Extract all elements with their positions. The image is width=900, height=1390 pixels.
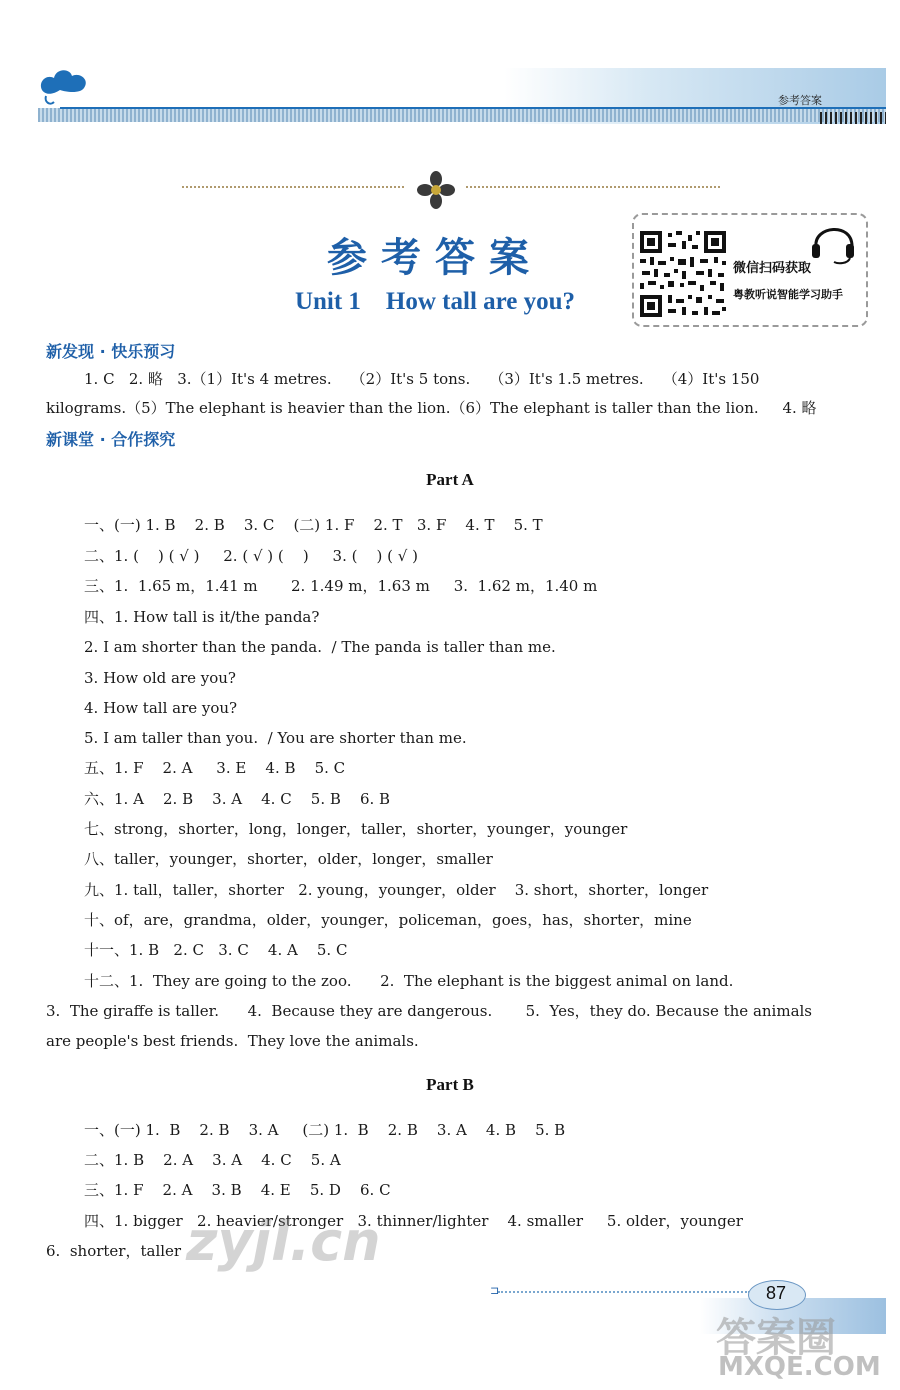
part-b-heading: Part B: [426, 1075, 474, 1094]
flower-ornament-icon: [416, 170, 456, 210]
part-a-line: 十一、1. B 2. C 3. C 4. A 5. C: [84, 941, 348, 959]
preview-line-1: 1. C 2. 略 3.（1）It's 4 metres. （2）It's 5 tons. （3）It's 1.5 metres. （4）It's 150: [84, 370, 760, 388]
preview-line-2: kilograms.（5）The elephant is heavier than the lion.（6）The elephant is taller than the lion. 4. 略: [46, 399, 817, 417]
part-a-line: 八、taller，younger，shorter，older，longer，smaller: [84, 850, 493, 868]
part-b-line: 三、1. F 2. A 3. B 4. E 5. D 6. C: [84, 1181, 391, 1199]
qr-code-icon[interactable]: [638, 229, 728, 319]
ornament-dots-left: [182, 186, 404, 188]
part-a-line: are people's best friends. They love the animals.: [46, 1032, 419, 1050]
part-a-line: 十二、1. They are going to the zoo. 2. The elephant is the biggest animal on land.: [84, 972, 734, 990]
unit-title: Unit 1 How tall are you?: [294, 288, 576, 315]
header-barcode-decoration: [820, 112, 886, 124]
part-a-line: 九、1. tall，taller，shorter 2. young，younger，older 3. short，shorter，longer: [84, 881, 709, 899]
header-label: 参考答案: [778, 94, 822, 107]
part-a-line: 三、1. 1.65 m，1.41 m 2. 1.49 m，1.63 m 3. 1.62 m，1.40 m: [84, 577, 598, 595]
qr-caption-assistant: 粤教听说智能学习助手: [733, 288, 843, 301]
footer-mark-icon: ⊐: [490, 1284, 500, 1297]
part-b-line: 二、1. B 2. A 3. A 4. C 5. A: [84, 1151, 341, 1169]
part-a-heading: Part A: [426, 470, 474, 489]
part-a-line: 3. The giraffe is taller. 4. Because they are dangerous. 5. Yes，they do. Because the animals: [46, 1002, 813, 1020]
part-b-line: 四、1. bigger 2. heavier/stronger 3. thinner/lighter 4. smaller 5. older，younger: [84, 1212, 743, 1230]
watermark-corner-logo: 答案圈: [716, 1315, 836, 1361]
headset-icon: [808, 216, 858, 266]
watermark-center: zyjl.cn: [186, 1210, 381, 1273]
page-title: 参考答案: [327, 234, 543, 281]
header-stripe: [38, 108, 886, 122]
part-a-line: 五、1. F 2. A 3. E 4. B 5. C: [84, 759, 346, 777]
part-a-line: 3. How old are you?: [84, 669, 236, 687]
section-heading-preview: 新发现 · 快乐预习: [46, 342, 176, 361]
qr-caption-scan: 微信扫码获取: [733, 261, 812, 276]
footer-dots: [498, 1291, 750, 1293]
header-line: [60, 107, 886, 109]
part-a-line: 2. I am shorter than the panda. / The panda is taller than me.: [84, 638, 556, 656]
part-a-line: 十、of，are，grandma，older，younger，policeman，goes，has，shorter，mine: [84, 911, 692, 929]
ornament-dots-right: [466, 186, 720, 188]
part-a-line: 七、strong，shorter，long，longer，taller，shorter，younger，younger: [84, 820, 628, 838]
part-a-line: 六、1. A 2. B 3. A 4. C 5. B 6. B: [84, 790, 391, 808]
watermark-corner-url: MXQE.COM: [718, 1352, 881, 1382]
cloud-logo-icon: [36, 60, 92, 108]
section-heading-explore: 新课堂 · 合作探究: [46, 430, 176, 449]
part-a-line: 4. How tall are you?: [84, 699, 238, 717]
part-b-line: 一、(一) 1. B 2. B 3. A (二) 1. B 2. B 3. A 4. B 5. B: [84, 1121, 566, 1139]
part-a-line: 一、(一) 1. B 2. B 3. C (二) 1. F 2. T 3. F 4. T 5. T: [84, 516, 543, 534]
page-number: 87: [765, 1283, 787, 1303]
part-a-line: 5. I am taller than you. / You are shorter than me.: [84, 729, 467, 747]
part-a-line: 四、1. How tall is it/the panda?: [84, 608, 320, 626]
part-a-line: 二、1. ( ) ( √ ) 2. ( √ ) ( ) 3. ( ) ( √ ): [84, 547, 418, 565]
part-b-line: 6. shorter，taller: [46, 1242, 182, 1260]
